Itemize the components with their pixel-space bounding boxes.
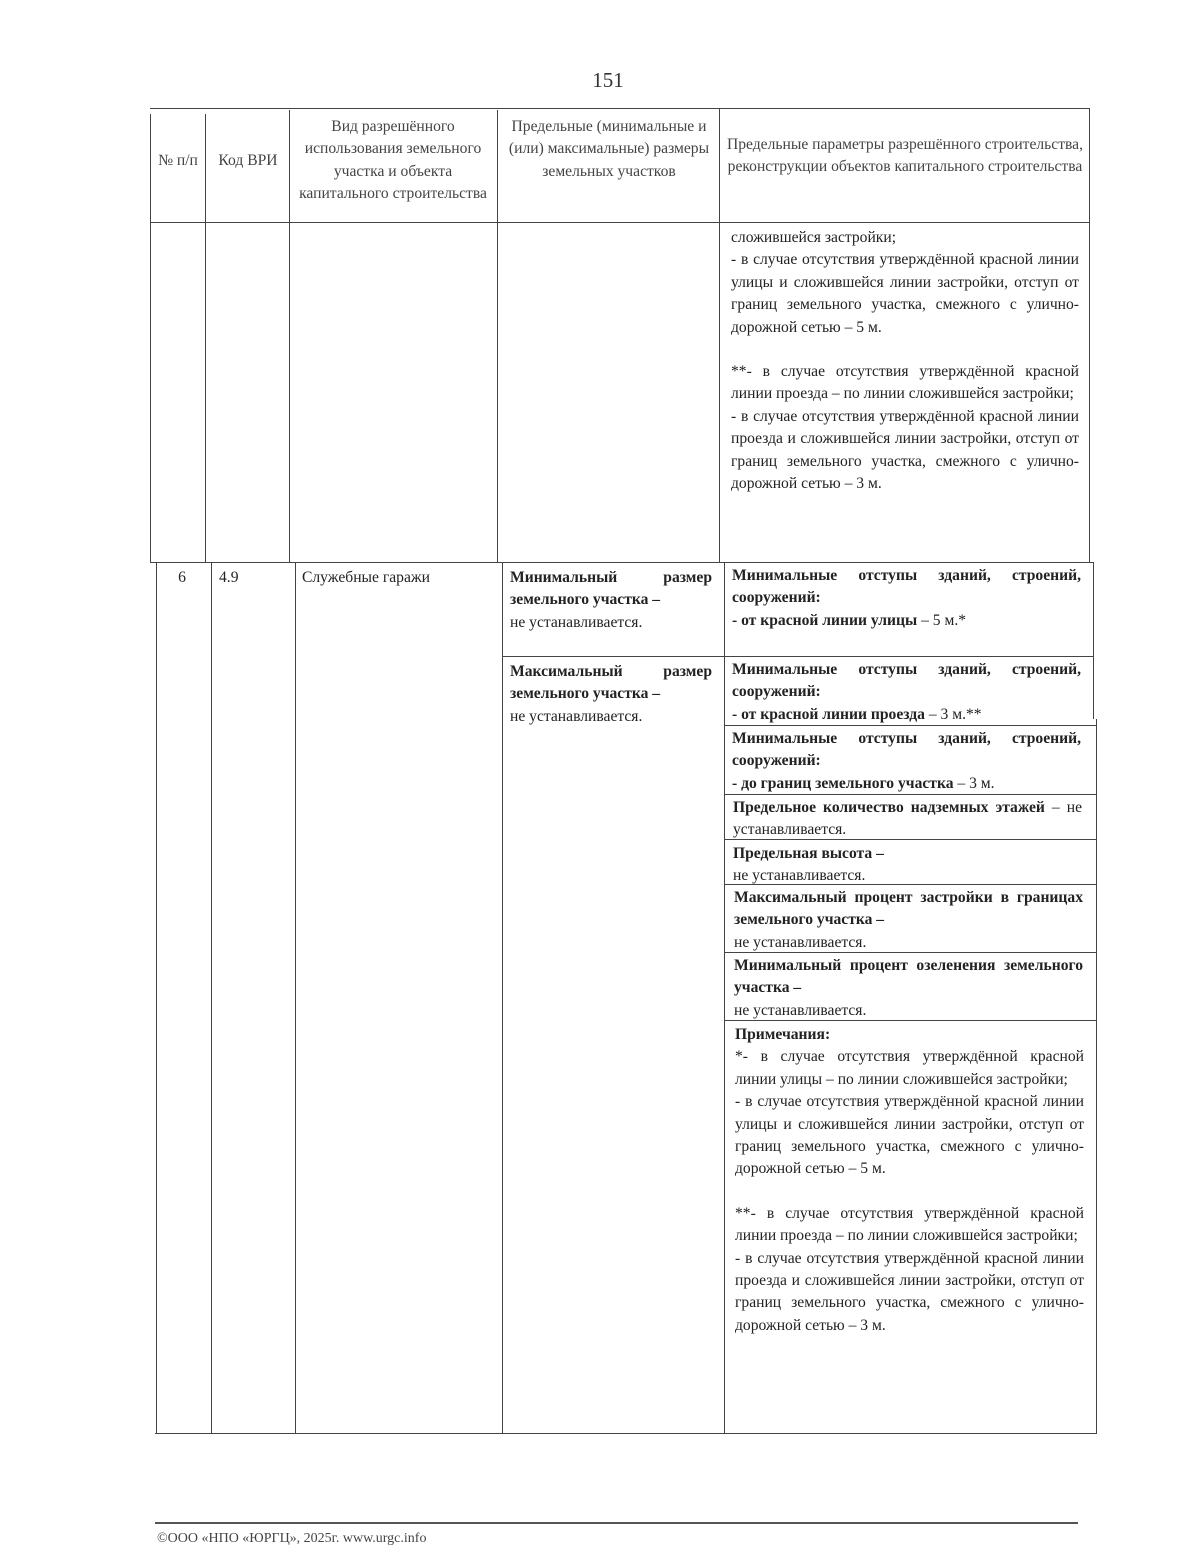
header-number: № п/п bbox=[158, 152, 198, 169]
floors-limit-title: Предельное количество надземных этажей bbox=[733, 799, 1045, 816]
setback-driveway-value: - от красной линии проезда bbox=[732, 705, 925, 723]
greening-limit bbox=[734, 955, 1083, 1022]
page-number: 151 bbox=[592, 68, 624, 92]
notes bbox=[735, 1024, 1084, 1337]
note-3: **- в случае отсутствия утверждённой красной линии проезда – по линии сложившейся застройки; bbox=[735, 1204, 1084, 1245]
setback-street-suffix: – 5 м.* bbox=[917, 611, 967, 629]
floors-limit-value: – не устанавливается. bbox=[733, 799, 1082, 839]
row-number: 6 bbox=[178, 569, 186, 586]
header-construction-params: Предельные параметры разрешённого строительства, реконструкции объектов капитального строительства bbox=[726, 136, 1084, 176]
row-use-type: Служебные гаражи bbox=[302, 569, 430, 586]
continuation-notes bbox=[731, 227, 1079, 495]
min-plot-size-value: не устанавливается. bbox=[510, 613, 643, 631]
setback-street-title: Минимальные отступы зданий, строений, сооружений: bbox=[732, 567, 1081, 607]
height-limit-value: не устанавливается. bbox=[733, 867, 866, 885]
setback-street bbox=[732, 565, 1081, 632]
min-plot-size-title: Минимальный размер земельного участка – bbox=[510, 569, 712, 609]
setback-boundary-title: Минимальные отступы зданий, строений, сооружений: bbox=[732, 730, 1081, 770]
height-limit bbox=[733, 843, 1082, 888]
max-plot-size-title: Максимальный размер земельного участка – bbox=[510, 663, 712, 703]
header-use-type: Вид разрешённого использования земельного участка и объекта капитального строительства bbox=[299, 118, 487, 203]
floors-limit bbox=[733, 797, 1082, 842]
note-2: - в случае отсутствия утверждённой красной линии улицы и сложившейся линии застройки, отступ от границ земельного участка, смежного с улично-дорожной сетью – 5 м. bbox=[735, 1093, 1084, 1178]
greening-limit-value: не устанавливается. bbox=[734, 1001, 867, 1019]
setback-driveway-suffix: – 3 м.** bbox=[924, 705, 982, 723]
header-plot-sizes: Предельные (минимальные и (или) максимальные) размеры земельных участков bbox=[508, 118, 710, 180]
min-plot-size bbox=[510, 567, 712, 634]
coverage-limit bbox=[734, 887, 1083, 954]
coverage-limit-value: не устанавливается. bbox=[734, 933, 867, 951]
header-code: Код ВРИ bbox=[218, 152, 278, 169]
row-code: 4.9 bbox=[219, 569, 239, 586]
continuation-p4: - в случае отсутствия утверждённой красной линии проезда и сложившейся линии застройки, отступ от границ земельного участка, смежного с улично-дорожной сетью – 3 м. bbox=[731, 407, 1079, 493]
setback-street-value: - от красной линии улицы bbox=[732, 611, 918, 629]
note-1: *- в случае отсутствия утверждённой красной линии улицы – по линии сложившейся застройки; bbox=[735, 1048, 1084, 1088]
continuation-p3: **- в случае отсутствия утверждённой красной линии проезда – по линии сложившейся застройки; bbox=[731, 363, 1079, 403]
continuation-p2: - в случае отсутствия утверждённой красной линии улицы и сложившейся линии застройки, отступ от границ земельного участка, смежного с улично-дорожной сетью – 5 м. bbox=[731, 251, 1079, 336]
max-plot-size-value: не устанавливается. bbox=[510, 707, 643, 725]
max-plot-size bbox=[510, 661, 712, 728]
setback-driveway-title: Минимальные отступы зданий, строений, сооружений: bbox=[732, 661, 1081, 701]
note-4: - в случае отсутствия утверждённой красной линии проезда и сложившейся линии застройки, отступ от границ земельного участка, смежного с улично-дорожной сетью – 3 м. bbox=[735, 1249, 1084, 1334]
height-limit-title: Предельная высота – bbox=[733, 845, 884, 862]
coverage-limit-title: Максимальный процент застройки в границах земельного участка – bbox=[734, 889, 1083, 929]
setback-boundary-suffix: – 3 м. bbox=[953, 774, 995, 792]
setback-driveway bbox=[732, 659, 1081, 726]
setback-boundary bbox=[732, 728, 1081, 795]
footer-copyright: ©ООО «НПО «ЮРГЦ», 2025г. www.urgc.info bbox=[157, 1531, 427, 1546]
footer-divider bbox=[155, 1522, 1078, 1524]
greening-limit-title: Минимальный процент озеленения земельного участка – bbox=[734, 957, 1083, 997]
continuation-p1: сложившейся застройки; bbox=[731, 229, 897, 246]
notes-title: Примечания: bbox=[735, 1026, 831, 1043]
setback-boundary-value: - до границ земельного участка bbox=[732, 774, 954, 792]
